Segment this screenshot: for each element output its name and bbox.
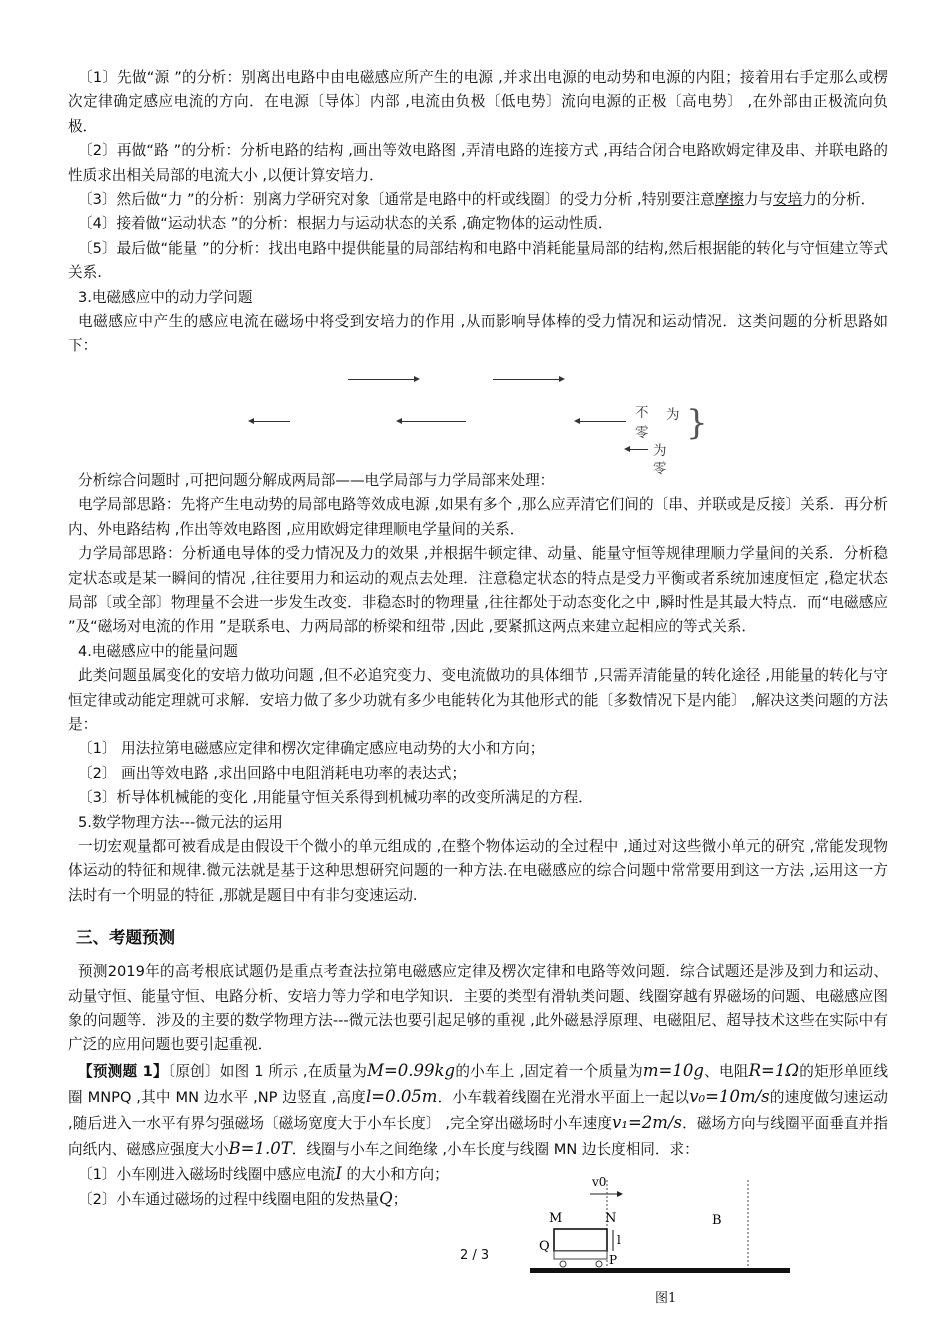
list-item: 〔1〕 用法拉第电磁感应定律和楞次定律确定感应电动势的大小和方向； xyxy=(78,740,545,758)
paragraph-mechanic-part: 力学局部思路：分析通电导体的受力情况及力的效果 ,并根据牛顿定律、动量、能量守恒等规律理顺力学量间的关系．分析稳定状态或是某一瞬间的情况 ,往往要用力和运动的观点去处理．注意稳定状态的特点是受力平衡或者系统加速度恒定 ,稳定状态局部〔或全部〕物理量不会进一步发生改变．非稳态时的物理量 ,往往都处于动态变化之中 ,瞬时性是其最大特点．而“电磁感应 ”及“磁场对电流的作用 ”是联系电、力两局部的桥梁和纽带 ,因此 ,要紧抓这两点来建立起相应的等式关系． xyxy=(68,545,888,636)
section-heading-dynamics: 3.电磁感应中的动力学问题 xyxy=(78,288,253,306)
question-2 xyxy=(68,1187,518,1212)
text-run: 〔1〕小车刚进入磁场时线圈中感应电流 xyxy=(78,1165,336,1183)
page-number: 2 / 3 xyxy=(460,1248,490,1263)
text-run: 的小车上 ,固定着一个质量为 xyxy=(455,1062,643,1080)
math-v0: v₀=10m/s xyxy=(689,1086,770,1106)
paragraph-electric-part: 电学局部思路：先将产生电动势的局部电路等效成电源 ,如果有多个 ,那么应弄清它们间的〔串、并联或是反接〕关系．再分析内、外电路结构 ,作出等效电路图 ,应用欧姆定律理顺电学量间的关系． xyxy=(68,496,888,538)
car-body xyxy=(554,1251,607,1259)
text-run: 力与 xyxy=(743,191,774,209)
underlined-friction: 摩擦 xyxy=(714,191,744,209)
document-body xyxy=(68,66,888,1213)
flow-arrow xyxy=(398,421,466,422)
question-1 xyxy=(68,1162,518,1187)
text-run: 、电阻 xyxy=(703,1062,749,1080)
text-run: ．磁场方向与线圈平面垂直并指向纸内、磁感应强度大小 xyxy=(68,1114,888,1158)
flow-arrow xyxy=(576,421,626,422)
paragraph-energy-intro: 此类问题虽属变化的安培力做功问题 ,但不必追究变力、变电流做功的具体细节 ,只需弄清能量的转化途径 ,用能量的转化与守恒定律或动能定理就可求解．安培力做了多少功就有多少电能转化为其他形式的能〔多数情况下是内能〕 ,解决这类问题的方法是： xyxy=(68,667,888,733)
paragraph-prediction: 预测2019年的高考根底试题仍是重点考查法拉第电磁感应定律及楞次定律和电路等效问题．综合试题还是涉及到力和运动、动量守恒、能量守恒、电路分析、安培力等力学和电学知识．主要的类型有滑轨类问题、线圈穿越有界磁场的问题、电磁感应图象的问题等．涉及的主要的数学物理方法---微元法也要引起足够的重视 ,此外磁悬浮原理、电磁阻尼、超导技术这些在实际中有广泛的应用问题也要引起重视． xyxy=(68,963,888,1054)
label-M: M xyxy=(549,1211,563,1226)
paragraph-micro-element: 一切宏观量都可被看成是由假设干个微小的单元组成的 ,在整个物体运动的全过程中 ,通过对这些微小单元的研究 ,常能发现物体运动的特征和规律.微元法就是基于这种思想研究问题的一种方法.在电磁感应的综合问题中常常要用到这一方法 ,运用这一方法时有一个明显的特征 ,那就是题目中有非匀变速运动. xyxy=(68,837,888,904)
section-heading-micro-element: 5.数学物理方法---微元法的运用 xyxy=(78,813,283,831)
math-field: B=1.0T xyxy=(228,1138,292,1158)
text-run: 的速度做匀速运动 ,随后进入一水平有界匀强磁场〔磁场宽度大于小车长度〕 ,完全穿出磁场时小车速度 xyxy=(68,1088,888,1132)
arrowhead-icon xyxy=(396,418,402,424)
arrowhead-icon xyxy=(248,418,254,424)
math-heat: Q xyxy=(379,1189,393,1209)
label-P: P xyxy=(609,1253,618,1267)
text-run: 〔2〕小车通过磁场的过程中线圈电阻的发热量 xyxy=(78,1191,380,1209)
flow-arrow xyxy=(250,421,290,422)
problem-tag: 【预测题 1】 xyxy=(78,1062,168,1080)
math-v1: v₁=2m/s xyxy=(612,1112,682,1132)
label-v0: v0 xyxy=(592,1175,607,1189)
label-Q: Q xyxy=(539,1239,550,1254)
paragraph-dynamics-intro: 电磁感应中产生的感应电流在磁场中将受到安培力的作用 ,从而影响导体棒的受力情况和运动情况．这类问题的分析思路如下： xyxy=(68,313,888,355)
flow-arrow xyxy=(348,379,416,380)
label-B: B xyxy=(712,1213,722,1228)
text-run: 〔原创〕如图 1 所示 ,在质量为 xyxy=(167,1062,368,1080)
underlined-ampere: 安培 xyxy=(773,191,803,209)
text-run: ．小车载着线圈在光滑水平面上一起以 xyxy=(437,1088,690,1106)
brace-icon: } xyxy=(686,402,708,443)
arrowhead-icon xyxy=(414,376,420,382)
math-mass-coil: m=10g xyxy=(642,1060,704,1080)
paragraph-motion-analysis: 〔4〕接着做“运动状态 ”的分析：根据力与运动状态的关系 ,确定物体的运动性质． xyxy=(78,215,613,233)
math-resistance: R=1Ω xyxy=(748,1060,800,1080)
label-l: l xyxy=(617,1233,621,1247)
figure-caption: 图1 xyxy=(655,1291,677,1306)
flow-label-wei2: 为 xyxy=(653,442,667,459)
text-run: 的矩形单匝线圈 MNPQ ,其中 MN 边水平 ,NP 边竖直 ,高度 xyxy=(68,1062,888,1106)
paragraph-force-analysis xyxy=(68,188,888,212)
paragraph-circuit-analysis: 〔2〕再做“路 ”的分析：分析电路的结构 ,画出等效电路图 ,弄清电路的连接方式 ,再结合闭合电路欧姆定律及串、并联电路的性质求出相关局部的电流大小 ,以便计算安培力． xyxy=(68,142,888,184)
text-run: 力的分析． xyxy=(802,191,876,209)
arrowhead-icon xyxy=(624,446,630,452)
paragraph-energy-analysis: 〔5〕最后做“能量 ”的分析：找出电路中提供能量的局部结构和电路中消耗能量局部的结构,然后根据能的转化与守恒建立等式关系. xyxy=(68,239,888,282)
list-item: 〔3〕析导体机械能的变化 ,用能量守恒关系得到机械功率的改变所满足的方程． xyxy=(78,789,593,807)
flow-label-ling: 零 xyxy=(635,424,649,441)
ground-surface xyxy=(530,1268,790,1273)
flow-arrow xyxy=(628,449,648,450)
flow-arrow xyxy=(493,379,561,380)
wheel xyxy=(560,1261,566,1267)
text-run: 的大小和方向； xyxy=(341,1165,449,1183)
paragraph-source-analysis: 〔1〕先做“源 ”的分析：别离出电路中由电磁感应所产生的电源 ,并求出电源的电动势和电源的内阻；接着用右手定那么或楞次定律确定感应电流的方向．在电源〔导体〕内部 ,电流由负极〔低电势〕流向电源的正极〔高电势〕 ,在外部由正极流向负极． xyxy=(68,69,888,135)
problem-statement xyxy=(68,1058,888,1162)
flow-label-bu: 不 xyxy=(635,404,649,421)
section-heading-prediction: 三、考题预测 xyxy=(76,928,175,948)
arrowhead-icon xyxy=(617,1191,623,1197)
text-run: 〔3〕然后做“力 ”的分析：别离力学研究对象〔通常是电路中的杆或线圈〕的受力分析 ,特别要注意 xyxy=(78,191,715,209)
flow-label-ling2: 零 xyxy=(653,460,667,477)
arrowhead-icon xyxy=(574,418,580,424)
list-item: 〔2〕 画出等效电路 ,求出回路中电阻消耗电功率的表达式； xyxy=(78,764,467,782)
analysis-flow-diagram xyxy=(68,359,888,477)
math-current: I xyxy=(335,1163,342,1183)
math-mass-car: M=0.99kg xyxy=(367,1060,456,1080)
text-run: ．线圈与小车之间绝缘 ,小车长度与线圈 MN 边长度相同．求： xyxy=(291,1140,699,1158)
flow-label-wei: 为 xyxy=(666,406,680,423)
math-height: l=0.05m xyxy=(365,1086,438,1106)
coil-rectangle xyxy=(554,1229,607,1251)
section-heading-energy: 4.电磁感应中的能量问题 xyxy=(78,642,238,660)
paragraph-split: 分析综合问题时 ,可把问题分解成两局部——电学局部与力学局部来处理： xyxy=(78,471,555,489)
wheel xyxy=(596,1261,602,1267)
arrowhead-icon xyxy=(559,376,565,382)
label-N: N xyxy=(605,1211,617,1226)
text-run: ； xyxy=(392,1191,408,1209)
